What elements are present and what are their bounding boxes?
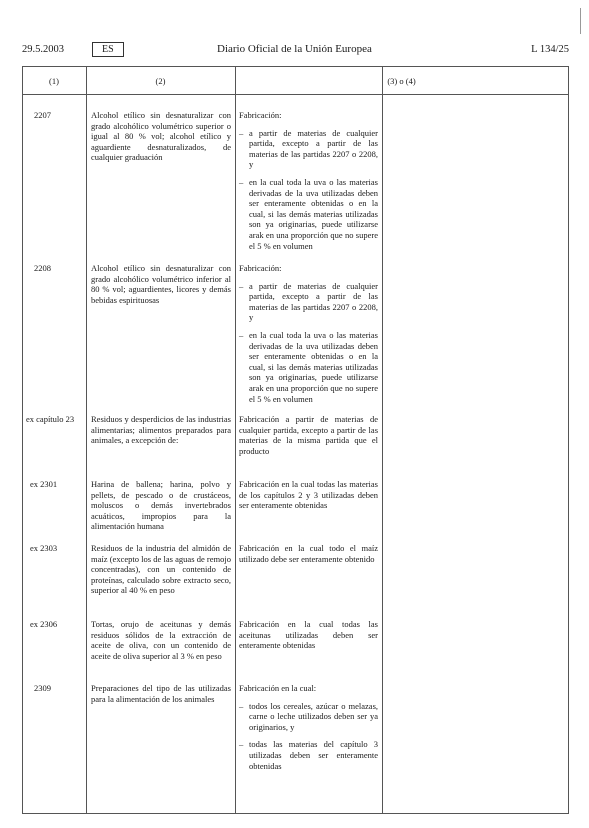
- rule-intro: Fabricación a partir de materias de cualquier partida, excepto a partir de las materias de la misma partida que el producto: [239, 414, 378, 456]
- rule-item: – a partir de materias de cualquier partida, excepto a partir de las materias de las partidas 2207 o 2208, y: [239, 128, 378, 170]
- rule-intro: Fabricación:: [239, 263, 282, 273]
- rule-intro: Fabricación en la cual:: [239, 683, 317, 693]
- row-code: ex 2306: [30, 619, 58, 629]
- rule-intro: Fabricación en la cual todo el maíz utilizado debe ser enteramente obtenido: [239, 543, 378, 564]
- row-rule: [239, 110, 378, 258]
- col-divider-3: [382, 66, 383, 814]
- row-description: Alcohol etílico sin desnaturalizar con grado alcohólico volumétrico inferior al 80 % vol; aguardientes, licores y demás bebidas espirituosas: [91, 263, 231, 305]
- table-right-border: [568, 66, 569, 814]
- rule-item: – a partir de materias de cualquier partida, excepto a partir de las materias de las partidas 2207 o 2208, y: [239, 281, 378, 323]
- row-description: Residuos y desperdicios de las industrias alimentarias; alimentos preparados para animales, a excepción de:: [91, 414, 231, 446]
- table-top-border: [22, 66, 569, 67]
- rule-intro: Fabricación en la cual todas las materias de los capítulos 2 y 3 utilizadas deben ser enteramente obtenidas: [239, 479, 378, 511]
- row-code: ex 2301: [30, 479, 58, 489]
- row-rule: [239, 543, 378, 571]
- row-code: ex 2303: [30, 543, 58, 553]
- rule-item: – en la cual toda la uva o las materias derivadas de la uva utilizadas deben ser enteramente obtenidas o en la cual, si las demás materias utilizadas son ya originarias, puede utilizarse arak en una proporción que no supere el 5 % en volumen: [239, 330, 378, 404]
- col-divider-2: [235, 66, 236, 814]
- column-header-2: (2): [155, 76, 166, 86]
- page-reference: L 134/25: [531, 44, 569, 55]
- row-description: Tortas, orujo de aceitunas y demás residuos sólidos de la extracción de aceite de oliva, con un contenido de aceite de oliva superior al 3 % en peso: [91, 619, 231, 661]
- row-rule: [239, 263, 378, 411]
- journal-title: Diario Oficial de la Unión Europea: [217, 43, 372, 55]
- row-description: Preparaciones del tipo de las utilizadas para la alimentación de los animales: [91, 683, 231, 704]
- row-description: Residuos de la industria del almidón de maíz (excepto los de las aguas de remojo concentradas), con un contenido de proteínas, calculado sobre extracto seco, superior al 40 % en peso: [91, 543, 231, 596]
- rule-item: – todas las materias del capítulo 3 utilizadas deben ser enteramente obtenidas: [239, 739, 378, 771]
- row-code: ex capítulo 23: [26, 414, 75, 424]
- rule-intro: Fabricación en la cual todas las aceitunas utilizadas deben ser enteramente obtenidas: [239, 619, 378, 651]
- row-code: 2207: [34, 110, 51, 120]
- origin-rules-table: [22, 66, 569, 814]
- column-header-3-4: (3) o (4): [387, 76, 416, 86]
- language-badge: ES: [92, 42, 124, 57]
- rule-item: – todos los cereales, azúcar o melazas, carne o leche utilizados deben ser ya originarios, y: [239, 701, 378, 733]
- column-header-1: (1): [49, 76, 59, 86]
- header-separator: [22, 94, 569, 95]
- publication-date: 29.5.2003: [22, 44, 64, 55]
- row-rule: [239, 479, 378, 518]
- rule-intro: Fabricación:: [239, 110, 282, 120]
- scan-mark: [580, 8, 581, 34]
- row-code: 2309: [34, 683, 51, 693]
- rule-item: – en la cual toda la uva o las materias derivadas de la uva utilizadas deben ser enteramente obtenidas o en la cual, si las demás materias utilizadas son ya originarias, puede utilizarse arak en una proporción que no supere el 5 % en volumen: [239, 177, 378, 251]
- row-description: Harina de ballena; harina, polvo y pellets, de pescado o de crustáceos, moluscos o demás invertebrados acuáticos, impropios para la alimentación humana: [91, 479, 231, 532]
- row-rule: [239, 683, 378, 778]
- row-description: Alcohol etílico sin desnaturalizar con grado alcohólico volumétrico superior o igual al 80 % vol; alcohol etílico y aguardiente desnaturalizados, de cualquier graduación: [91, 110, 231, 163]
- page-header: [22, 42, 569, 58]
- col-divider-1: [86, 66, 87, 814]
- row-rule: [239, 414, 378, 463]
- row-code: 2208: [34, 263, 51, 273]
- row-rule: [239, 619, 378, 658]
- table-left-border: [22, 66, 23, 814]
- table-bottom-border: [22, 813, 569, 814]
